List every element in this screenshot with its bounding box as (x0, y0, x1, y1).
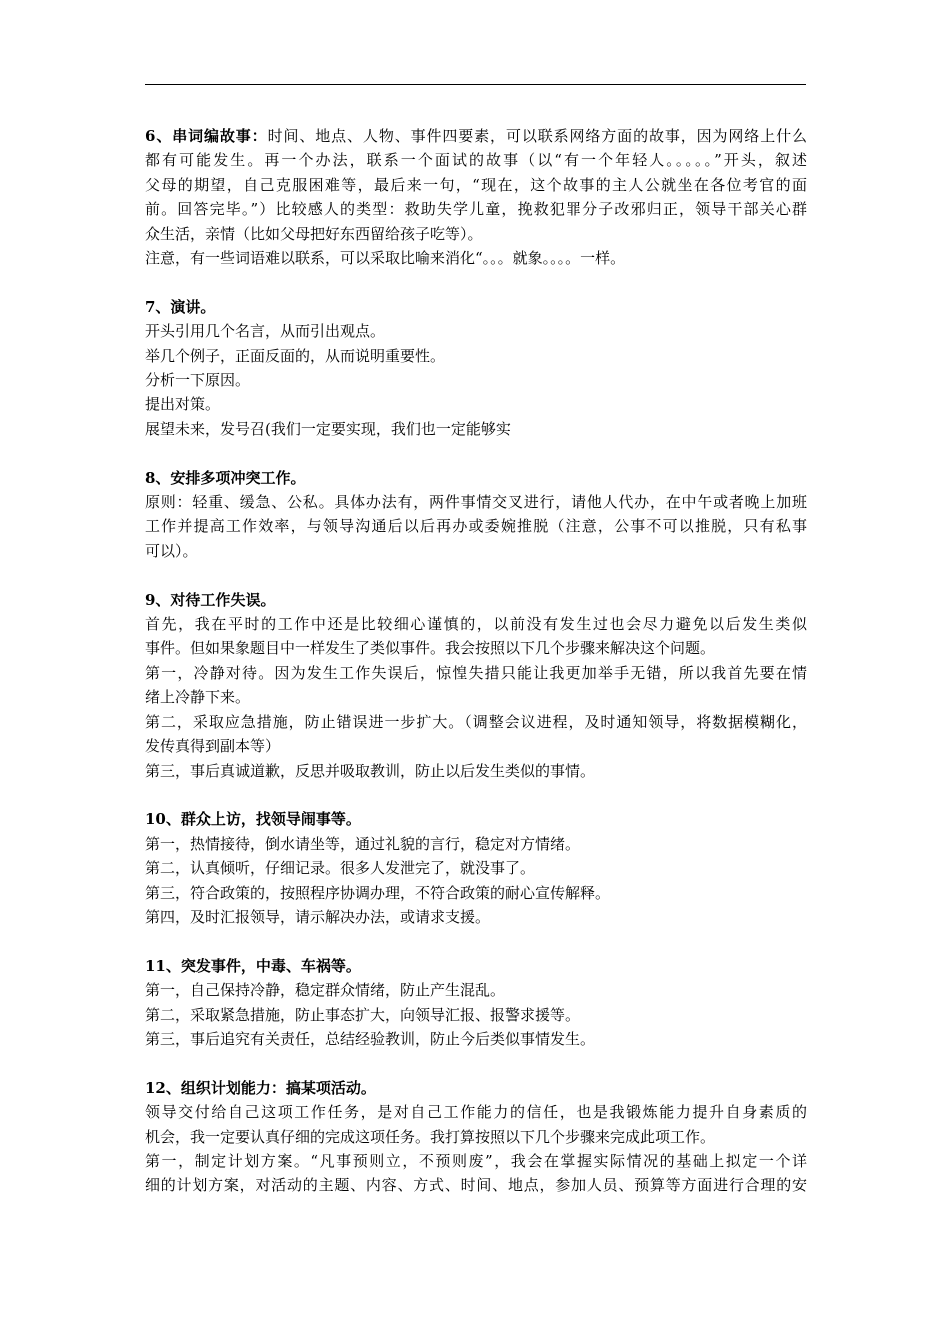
body-line (145, 734, 807, 758)
line-text: 首先，我在平时的工作中还是比较细心谨慎的，以前没有发生过也会尽力避免以后发生类似 (145, 615, 807, 634)
body-line (145, 392, 807, 416)
section-title: 10、群众上访，找领导闹事等。 (145, 810, 361, 829)
body-line (145, 685, 807, 709)
body-line (145, 124, 807, 148)
body-line (145, 661, 807, 685)
body-line (145, 1149, 807, 1173)
line-text: 第三，符合政策的，按照程序协调办理，不符合政策的耐心宣传解释。 (145, 883, 611, 902)
line-text: 开头引用几个名言，从而引出观点。 (145, 322, 386, 341)
line-text: 第二，采取应急措施，防止错误进一步扩大。（调整会议进程，及时通知领导，将数据模糊化， (145, 712, 807, 731)
line-text: 注意，有一些词语难以联系，可以采取比喻来消化“。。。就象。。。。一样。 (145, 249, 626, 268)
section-0 (145, 124, 807, 270)
line-text: 第一，自己保持冷静，稳定群众情绪，防止产生混乱。 (145, 981, 506, 1000)
line-text: 举几个例子，正面反面的，从而说明重要性。 (145, 346, 446, 365)
body-line (145, 881, 807, 905)
line-text: 第二，采取紧急措施，防止事态扩大，向领导汇报、报警求援等。 (145, 1005, 581, 1024)
line-text: 第一，冷静对待。因为发生工作失误后，惊惶失措只能让我更加举手无错，所以我首先要在情 (145, 663, 807, 682)
body-line (145, 832, 807, 856)
body-line (145, 246, 807, 270)
section-title: 11、突发事件，中毒、车祸等。 (145, 956, 361, 975)
header-rule (145, 84, 806, 85)
body-line (145, 539, 807, 563)
body-line (145, 173, 807, 197)
body-line (145, 319, 807, 343)
section-title: 6、串词编故事： (145, 127, 268, 145)
body-line (145, 197, 807, 221)
line-text: 领导交付给自己这项工作任务，是对自己工作能力的信任，也是我锻炼能力提升自身素质的 (145, 1103, 807, 1122)
line-text: 机会，我一定要认真仔细的完成这项任务。我打算按照以下几个步骤来完成此项工作。 (145, 1127, 716, 1146)
line-text: 前。回答完毕。”）比较感人的类型：救助失学儿童，挽救犯罪分子改邪归正，领导干部关心群 (145, 200, 807, 219)
line-text: 第四，及时汇报领导，请示解决办法，或请求支援。 (145, 907, 491, 926)
line-text: 父母的期望，自己克服困难等，最后来一句，“现在，这个故事的主人公就坐在各位考官的面 (145, 175, 807, 194)
body-line (145, 417, 807, 441)
body-line (145, 148, 807, 172)
section-title: 8、安排多项冲突工作。 (145, 468, 306, 487)
body-line (145, 856, 807, 880)
body-line (145, 1125, 807, 1149)
line-text: 第一，热情接待，倒水请坐等，通过礼貌的言行，稳定对方情绪。 (145, 834, 581, 853)
body-line (145, 514, 807, 538)
body-line (145, 905, 807, 929)
line-text: 可以）。 (145, 541, 198, 560)
body-line (145, 368, 807, 392)
line-text: 展望未来，发号召(我们一定要实现，我们也一定能够实 (145, 419, 511, 438)
line-text: 细的计划方案，对活动的主题、内容、方式、时间、地点，参加人员、预算等方面进行合理的安 (145, 1176, 807, 1195)
line-text: 提出对策。 (145, 395, 221, 414)
line-text: 第一，制定计划方案。“凡事预则立，不预则废”，我会在掌握实际情况的基础上拟定一个详 (145, 1151, 807, 1170)
line-text: 都有可能发生。再一个办法，联系一个面试的故事（以“有一个年轻人。。。。。”开头，叙述 (145, 151, 807, 170)
section-title: 9、对待工作失误。 (145, 590, 276, 609)
body-line (145, 222, 807, 246)
line-text: 绪上冷静下来。 (145, 688, 251, 707)
line-text: 第三，事后追究有关责任，总结经验教训，防止今后类似事情发生。 (145, 1029, 596, 1048)
line-text: 原则：轻重、缓急、公私。具体办法有，两件事情交叉进行，请他人代办，在中午或者晚上加班 (145, 493, 807, 512)
body-line (145, 612, 807, 636)
section-6 (145, 1076, 807, 1198)
body-line (145, 490, 807, 514)
line-text: 分析一下原因。 (145, 371, 251, 390)
line-text: 第二，认真倾听，仔细记录。很多人发泄完了，就没事了。 (145, 859, 536, 878)
body-line (145, 636, 807, 660)
section-1 (145, 295, 807, 441)
body-line (145, 344, 807, 368)
line-text: 第三，事后真诚道歉，反思并吸取教训，防止以后发生类似的事情。 (145, 761, 596, 780)
body-line (145, 1100, 807, 1124)
body-line (145, 1003, 807, 1027)
body-line (145, 978, 807, 1002)
body-line (145, 1173, 807, 1197)
line-text: 众生活，亲情（比如父母把好东西留给孩子吃等）。 (145, 224, 483, 243)
section-3 (145, 588, 807, 783)
section-title: 7、演讲。 (145, 297, 216, 316)
document-body (145, 124, 807, 1222)
body-line (145, 710, 807, 734)
line-text: 工作并提高工作效率，与领导沟通后以后再办或委婉推脱（注意，公事不可以推脱，只有私事 (145, 517, 807, 536)
section-2 (145, 466, 807, 564)
body-line (145, 1027, 807, 1051)
line-text: 发传真得到副本等） (145, 737, 281, 756)
line-text: 时间、地点、人物、事件四要素，可以联系网络方面的故事，因为网络上什么 (267, 127, 807, 145)
section-title: 12、组织计划能力：搞某项活动。 (145, 1078, 376, 1097)
line-text: 事件。但如果象题目中一样发生了类似事件。我会按照以下几个步骤来解决这个问题。 (145, 639, 716, 658)
section-4 (145, 807, 807, 929)
body-line (145, 759, 807, 783)
section-5 (145, 954, 807, 1052)
